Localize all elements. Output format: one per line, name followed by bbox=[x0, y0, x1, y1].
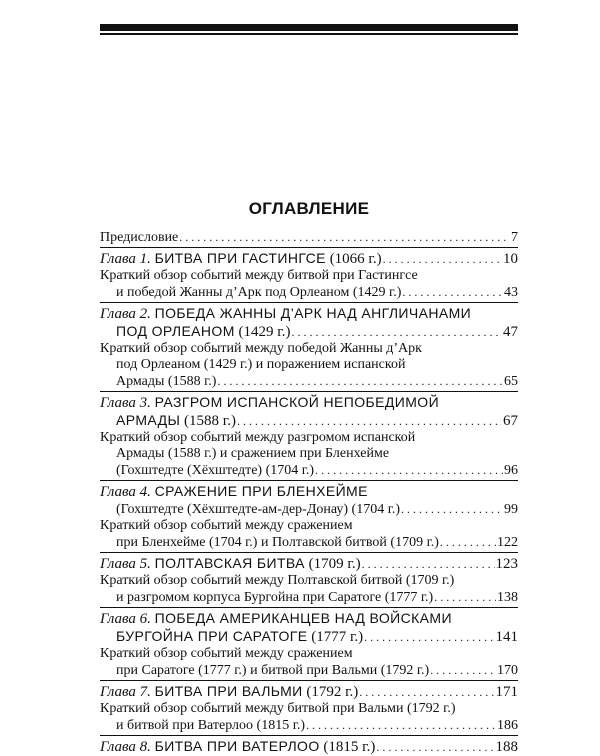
toc-line bbox=[100, 518, 518, 534]
page-number: 65 bbox=[504, 374, 518, 389]
page-number: 7 bbox=[511, 230, 518, 245]
toc-chapter-entry[interactable] bbox=[100, 391, 518, 430]
chapter-title: ПОБЕДА АМЕРИКАНЦЕВ НАД ВОЙСКАМИ bbox=[154, 610, 452, 626]
page-number: 170 bbox=[497, 663, 518, 678]
entry-text: Предисловие bbox=[100, 230, 179, 245]
chapter-subtitle: (Гохштедте (Хёхштедте-ам-дер-Донау) (1704 г.) bbox=[116, 502, 401, 517]
entry-text: Краткий обзор событий между сражением bbox=[100, 646, 353, 661]
toc-line bbox=[100, 462, 518, 479]
entry-text: Краткий обзор событий между разгромом испанской bbox=[100, 430, 416, 445]
toc-line bbox=[100, 394, 518, 412]
toc-line bbox=[100, 501, 518, 518]
chapter-year: (1588 г.) bbox=[184, 413, 236, 429]
page-number: 99 bbox=[504, 502, 518, 517]
toc-entry[interactable] bbox=[100, 430, 518, 479]
chapter-year: (1429 г.) bbox=[238, 324, 291, 340]
leader-dots bbox=[383, 251, 502, 268]
entry-text: и разгромом корпуса Бургойна при Саратоге (1777 г.) bbox=[116, 590, 434, 605]
entry-text: Краткий обзор событий между битвой при Вальми (1792 г.) bbox=[100, 701, 456, 716]
page-number: 186 bbox=[497, 718, 518, 733]
toc-line bbox=[100, 373, 518, 390]
page-number: 67 bbox=[503, 413, 518, 429]
toc-line bbox=[100, 305, 518, 323]
page-number: 188 bbox=[495, 739, 518, 755]
chapter-title: РАЗГРОМ ИСПАНСКОЙ НЕПОБЕДИМОЙ bbox=[154, 394, 440, 410]
page-number: 123 bbox=[495, 556, 518, 572]
toc-chapter-entry[interactable] bbox=[100, 552, 518, 573]
toc-line bbox=[100, 412, 518, 430]
chapter-number: Глава 6. bbox=[100, 611, 151, 627]
leader-dots bbox=[306, 717, 496, 734]
toc-line bbox=[100, 341, 518, 357]
toc-line bbox=[100, 662, 518, 679]
leader-dots bbox=[440, 534, 496, 551]
toc-entry[interactable] bbox=[100, 518, 518, 551]
toc-chapter-entry[interactable] bbox=[100, 302, 518, 341]
leader-dots bbox=[430, 662, 496, 679]
toc-line bbox=[100, 229, 518, 246]
page-number: 171 bbox=[495, 684, 518, 700]
leader-dots bbox=[292, 324, 503, 341]
chapter-title: СРАЖЕНИЕ ПРИ БЛЕНХЕЙМЕ bbox=[154, 483, 368, 499]
toc-chapter-entry[interactable] bbox=[100, 607, 518, 646]
page-number: 10 bbox=[503, 251, 518, 267]
leader-dots bbox=[434, 589, 496, 606]
entry-text: и победой Жанны д’Арк под Орлеаном (1429 г.) bbox=[116, 285, 402, 300]
chapter-title: БИТВА ПРИ ГАСТИНГСЕ bbox=[154, 250, 326, 266]
toc-line bbox=[100, 573, 518, 589]
chapter-year: (1792 г.) bbox=[306, 684, 359, 700]
leader-dots bbox=[401, 501, 503, 518]
toc-entry[interactable] bbox=[100, 341, 518, 390]
toc-line bbox=[100, 323, 518, 341]
toc-line bbox=[100, 555, 518, 573]
entry-text: при Бленхейме (1704 г.) и Полтавской битвой (1709 г.) bbox=[116, 535, 439, 550]
chapter-number: Глава 4. bbox=[100, 484, 151, 500]
chapter-year: (1066 г.) bbox=[329, 251, 382, 267]
page-number: 141 bbox=[495, 629, 518, 645]
entry-text: при Саратоге (1777 г.) и битвой при Вальми (1792 г.) bbox=[116, 663, 430, 678]
toc-entry[interactable] bbox=[100, 573, 518, 606]
toc-chapter-entry[interactable] bbox=[100, 735, 518, 756]
leader-dots bbox=[179, 229, 510, 246]
toc-line bbox=[100, 430, 518, 446]
entry-text: Армады (1588 г.) и сражением при Бленхейме bbox=[116, 446, 390, 461]
chapter-year: (1709 г.) bbox=[308, 556, 361, 572]
toc-entry[interactable] bbox=[100, 268, 518, 301]
chapter-number: Глава 8. bbox=[100, 739, 151, 755]
toc-line bbox=[100, 250, 518, 268]
entry-text: под Орлеаном (1429 г.) и поражением испанской bbox=[116, 357, 406, 372]
entry-text: Краткий обзор событий между битвой при Гастингсе bbox=[100, 268, 418, 283]
leader-dots bbox=[359, 684, 494, 701]
toc-entry[interactable] bbox=[100, 229, 518, 246]
chapter-title: АРМАДЫ bbox=[116, 412, 181, 428]
entry-text: Краткий обзор событий между победой Жанны д’Арк bbox=[100, 341, 422, 356]
toc-title: ОГЛАВЛЕНИЕ bbox=[248, 199, 370, 218]
chapter-number: Глава 2. bbox=[100, 306, 151, 322]
leader-dots bbox=[315, 462, 503, 479]
entry-text: и битвой при Ватерлоо (1815 г.) bbox=[116, 718, 306, 733]
entry-text: Армады (1588 г.) bbox=[116, 374, 217, 389]
toc-line bbox=[100, 483, 518, 501]
chapter-number: Глава 5. bbox=[100, 556, 151, 572]
chapter-title: ПОЛТАВСКАЯ БИТВА bbox=[154, 555, 305, 571]
toc-line bbox=[100, 534, 518, 551]
chapter-title: БИТВА ПРИ ВАЛЬМИ bbox=[154, 683, 303, 699]
leader-dots bbox=[376, 739, 494, 756]
entry-text: Краткий обзор событий между сражением bbox=[100, 518, 353, 533]
chapter-number: Глава 3. bbox=[100, 395, 151, 411]
leader-dots bbox=[237, 413, 502, 430]
page-number: 47 bbox=[503, 324, 518, 340]
page-number: 138 bbox=[497, 590, 518, 605]
chapter-title: ПОД ОРЛЕАНОМ bbox=[116, 323, 235, 339]
toc-chapter-entry[interactable] bbox=[100, 480, 518, 518]
page-number: 43 bbox=[504, 285, 518, 300]
toc-line bbox=[100, 628, 518, 646]
toc-line bbox=[100, 683, 518, 701]
toc-line bbox=[100, 589, 518, 606]
toc-entry[interactable] bbox=[100, 646, 518, 679]
chapter-title: ПОБЕДА ЖАННЫ Д’АРК НАД АНГЛИЧАНАМИ bbox=[154, 305, 472, 321]
top-rule-thick bbox=[100, 24, 518, 31]
toc-line bbox=[100, 717, 518, 734]
toc-line bbox=[100, 357, 518, 373]
toc-line bbox=[100, 646, 518, 662]
page-number: 96 bbox=[504, 463, 518, 478]
chapter-number: Глава 1. bbox=[100, 251, 151, 267]
toc-line bbox=[100, 446, 518, 462]
chapter-year: (1777 г.) bbox=[311, 629, 364, 645]
toc-line bbox=[100, 610, 518, 628]
top-rule-thin bbox=[100, 33, 518, 35]
chapter-title: БУРГОЙНА ПРИ САРАТОГЕ bbox=[116, 628, 308, 644]
entry-text: (Гохштедте (Хёхштедте) (1704 г.) bbox=[116, 463, 315, 478]
leader-dots bbox=[402, 284, 503, 301]
table-of-contents bbox=[100, 229, 518, 756]
toc-chapter-entry[interactable] bbox=[100, 247, 518, 268]
leader-dots bbox=[364, 629, 494, 646]
leader-dots bbox=[362, 556, 495, 573]
toc-line bbox=[100, 738, 518, 756]
toc-line bbox=[100, 284, 518, 301]
page-number: 122 bbox=[497, 535, 518, 550]
toc-line bbox=[100, 701, 518, 717]
toc-line bbox=[100, 268, 518, 284]
toc-chapter-entry[interactable] bbox=[100, 680, 518, 701]
chapter-title: БИТВА ПРИ ВАТЕРЛОО bbox=[154, 738, 320, 754]
chapter-year: (1815 г.) bbox=[323, 739, 376, 755]
leader-dots bbox=[217, 373, 503, 390]
toc-entry[interactable] bbox=[100, 701, 518, 734]
entry-text: Краткий обзор событий между Полтавской битвой (1709 г.) bbox=[100, 573, 455, 588]
chapter-number: Глава 7. bbox=[100, 684, 151, 700]
